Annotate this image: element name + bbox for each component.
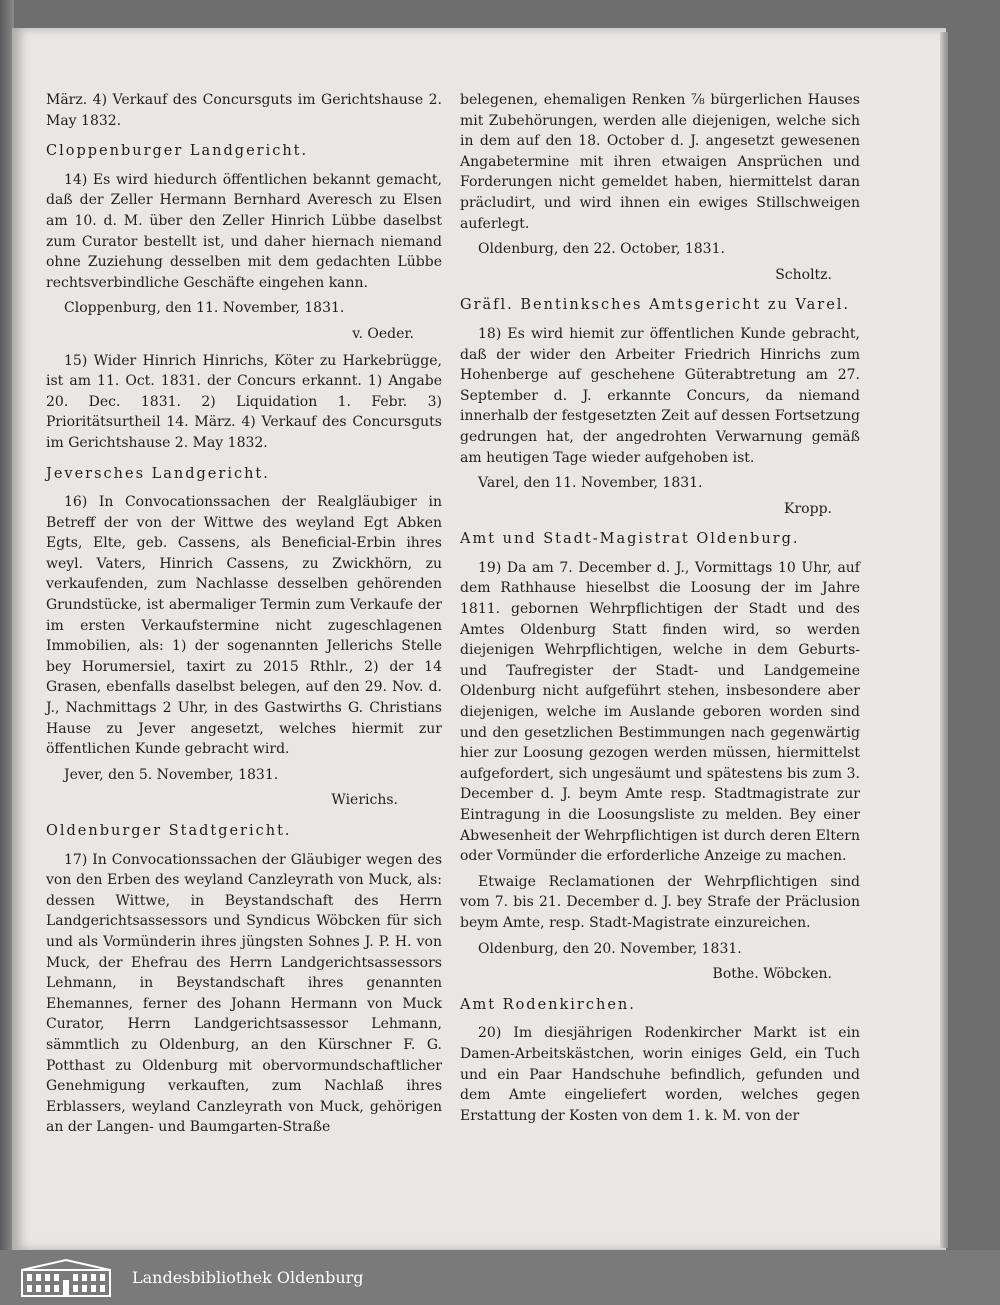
left-column [46, 90, 442, 1143]
paragraph: 18) Es wird hiemit zur öffentlichen Kunde gebracht, daß der wider den Arbeiter Friedrich Hinrichs zum Hohenberge auf geschehene Güterabtretung am 27. September d. J. erkannte Concurs, da niemand innerhalb der festgesetzten Zeit auf dessen Fortsetzung gedrungen hat, der angedrohten Verwarnung gemäß am heutigen Tage wieder aufgehoben ist. [460, 325, 860, 466]
section-heading: Jeversches Landgericht. [46, 465, 270, 482]
signature: Wierichs. [331, 792, 398, 809]
dateline: Varel, den 11. November, 1831. [478, 475, 703, 492]
paragraph: 17) In Convocationssachen der Gläubiger wegen des von den Erben des weyland Canzleyrath von Muck, als: dessen Wittwe, in Beystandschaft des Herrn Landgerichtsassessors und Syndicus Wöbcken für sich und als Vormünderin ihres jüngsten Sohnes J. P. H. von Muck, der Ehefrau des Herrn Landgerichtsassessors Lehmann, in Beystandschaft ihres genannten Ehemannes, ferner des Johann Hermann von Muck Curator, Herrn Landgerichtsassessor Lehmann, sämmtlich zu Oldenburg, an den Kürschner F. G. Potthast zu Oldenburg mit obervormundschaftlicher Genehmigung verkauften, zum Nachlaß ihres Erblassers, weyland Canzleyrath von Muck, gehörigen an der Langen- und Baumgarten-Straße [46, 851, 442, 1136]
dateline: Oldenburg, den 22. October, 1831. [478, 241, 725, 258]
signature: Bothe. Wöbcken. [712, 966, 832, 983]
paragraph: 19) Da am 7. December d. J., Vormittags 10 Uhr, auf dem Rathhause hieselbst die Loosung der im Jahre 1811. gebornen Wehrpflichtigen der Stadt und des Amtes Oldenburg Statt finden wird, so werden diejenigen Wehrpflichtigen, welche in dem Geburts- und Taufregister der Stadt- und Landgemeine Oldenburg nicht aufgeführt stehen, insbesondere aber diejenigen, welche im Auslande geboren worden sind und den gesetzlichen Bestimmungen nach gegenwärtig hier zur Loosung gezogen werden müssen, hiermittelst aufgefordert, sich ungesäumt und spätestens bis zum 3. December d. J. beym Amte resp. Stadtmagistrate zur Eintragung in die Loosungsliste zu melden. Bey einer Abwesenheit der Wehrpflichtigen ist durch deren Eltern oder Vormünder die erforderliche Anzeige zu machen. [460, 559, 860, 865]
section-heading: Cloppenburger Landgericht. [46, 143, 309, 160]
library-building-icon [14, 1256, 118, 1300]
paragraph: März. 4) Verkauf des Concursguts im Gerichtshause 2. May 1832. [46, 92, 442, 129]
paragraph: 20) Im diesjährigen Rodenkircher Markt ist ein Damen-Arbeitskästchen, worin einiges Geld, ein Tuch und ein Paar Handschuhe befindlich, gefunden und dem Amte eingeliefert worden, welches gegen Erstattung der Kosten von dem 1. k. M. von der [460, 1025, 860, 1124]
paragraph: Etwaige Reclamationen der Wehrpflichtigen sind vom 7. bis 21. December d. J. bey Strafe der Präclusion beym Amte, resp. Stadt-Magistrate einzureichen. [460, 873, 860, 931]
paragraph: 14) Es wird hiedurch öffentlichen bekannt gemacht, daß der Zeller Hermann Bernhard Averesch zu Elsen am 10. d. M. über den Zeller Hinrich Lübbe daselbst zum Curator bestellt ist, und daher hiernach niemand ohne Zuziehung desselben mit dem gedachten Lübbe rechtsverbindliche Geschäfte eingehen kann. [46, 171, 442, 291]
dateline: Oldenburg, den 20. November, 1831. [478, 940, 742, 957]
signature: Scholtz. [775, 266, 832, 283]
dateline: Jever, den 5. November, 1831. [64, 766, 279, 783]
paragraph: 15) Wider Hinrich Hinrichs, Köter zu Harkebrügge, ist am 11. Oct. 1831. der Concurs erkannt. 1) Angabe 20. Dec. 1831. 2) Liquidation 1. Febr. 3) Prioritätsurtheil 14. März. 4) Verkauf des Concursguts im Gerichtshause 2. May 1832. [46, 352, 442, 451]
signature: Kropp. [784, 500, 832, 517]
dateline: Cloppenburg, den 11. November, 1831. [64, 300, 345, 317]
footer-bar [0, 1250, 1000, 1305]
document-page [12, 28, 946, 1250]
right-column [460, 90, 860, 1131]
section-heading: Amt und Stadt-Magistrat Oldenburg. [460, 531, 800, 548]
signature: v. Oeder. [352, 325, 414, 342]
page-edge [940, 32, 948, 1248]
section-heading: Gräfl. Bentinksches Amtsgericht zu Varel. [460, 297, 851, 314]
paragraph: belegenen, ehemaligen Renken ⅞ bürgerlichen Hauses mit Zubehörungen, werden alle diejenigen, welche sich in dem auf den 18. October d. J. angesetzt gewesenen Angabetermine mit ihren etwaigen Ansprüchen und Forderungen nicht gemeldet haben, hiermittelst daran präcludirt, und wird ihnen ein ewiges Stillschweigen auferlegt. [460, 92, 860, 232]
section-heading: Amt Rodenkirchen. [460, 996, 636, 1013]
section-heading: Oldenburger Stadtgericht. [46, 823, 292, 839]
library-name: Landesbibliothek Oldenburg [132, 1268, 364, 1287]
paragraph: 16) In Convocationssachen der Realgläubiger in Betreff der von der Wittwe des weyland Egt Abken Egts, Elte, geb. Cassens, als Beneficial-Erbin ihres weyl. Vaters, Hinrich Cassens, zu Zwickhörn, zu verkaufenden, zum Nachlasse desselben gehörenden Grundstücke, ist abermaliger Termin zum Verkaufe der im ersten Verkaufstermine nicht zugeschlagenen Immobilien, als: 1) der sogenannten Jellerichs Stelle bey Horumersiel, taxirt zu 2015 Rthlr., 2) der 14 Grasen, ebenfalls daselbst belegen, auf den 29. Nov. d. J., Nachmittags 2 Uhr, in des Gastwirths G. Christians Hause zu Jever angesetzt, welches hiermit zur öffentlichen Kunde gebracht wird. [46, 494, 442, 758]
